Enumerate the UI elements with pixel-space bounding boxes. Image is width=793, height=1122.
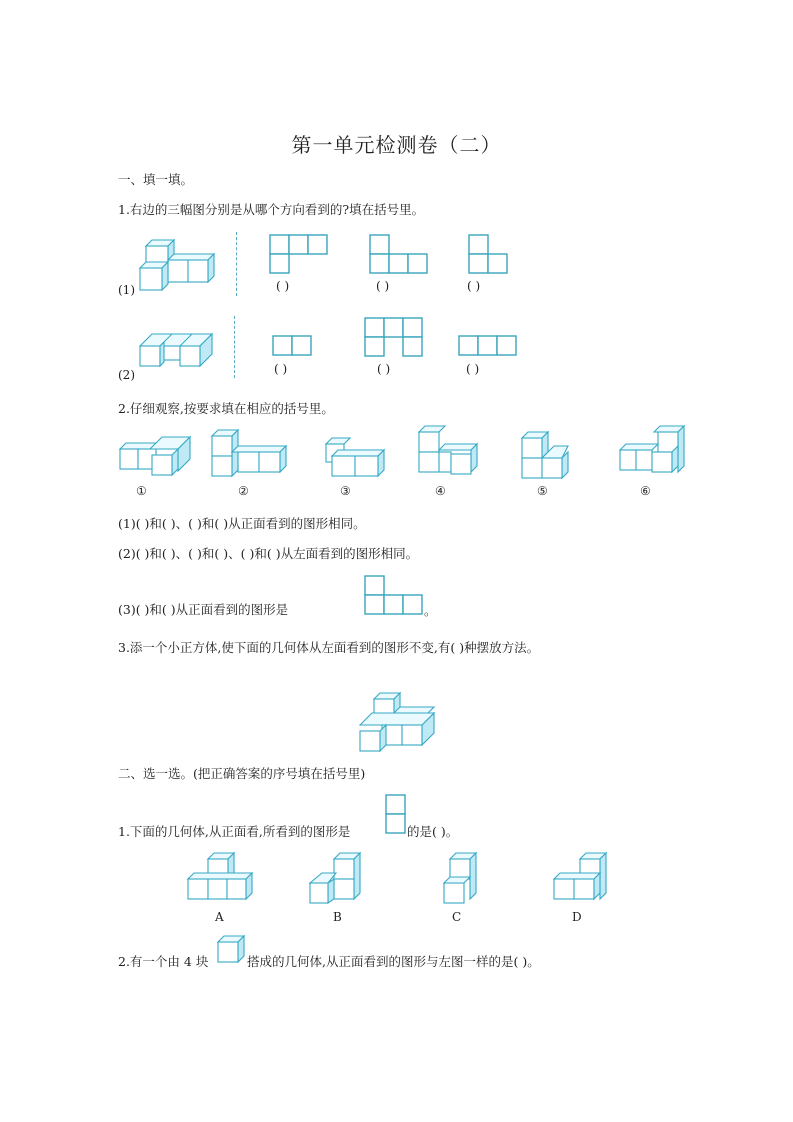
front-view-shape-3: [365, 576, 425, 616]
question-1-1-text: 1.右边的三幅图分别是从哪个方向看到的?填在括号里。: [118, 202, 425, 217]
cube-figure-2: [140, 332, 215, 372]
sub-question-1[interactable]: (1)( )和( )、( )和( )从正面看到的图形相同。: [118, 516, 366, 531]
sub-question-2[interactable]: (2)( )和( )、( )和( )、( )和( )从左面看到的图形相同。: [118, 546, 419, 561]
divider-line-2: [234, 316, 235, 378]
answer-blank-2b[interactable]: ( ): [377, 362, 391, 376]
option-c-figure: [444, 853, 480, 905]
option-a-label[interactable]: A: [215, 910, 224, 924]
option-a-figure: [188, 853, 254, 905]
question-2-2-suffix[interactable]: 搭成的几何体,从正面看到的图形与左图一样的是( )。: [247, 954, 540, 969]
option-d-figure: [554, 853, 608, 905]
part-1-label: (1): [118, 283, 135, 297]
figure-5: [522, 432, 572, 478]
sub-question-3-prefix: (3)( )和( )从正面看到的图形是: [118, 602, 289, 617]
cube-figure-1: [140, 238, 220, 293]
figure-label-4: ④: [435, 484, 446, 498]
view-2a: [273, 336, 313, 358]
figure-label-5: ⑤: [537, 484, 548, 498]
question-2-2-prefix: 2.有一个由 4 块: [118, 954, 209, 969]
view-2c: [459, 336, 519, 358]
divider-line: [236, 232, 237, 296]
answer-blank-1a[interactable]: ( ): [276, 279, 290, 293]
answer-blank-1c[interactable]: ( ): [467, 279, 481, 293]
answer-blank-2c[interactable]: ( ): [466, 362, 480, 376]
view-2b: [365, 318, 425, 358]
figure-label-3: ③: [340, 484, 351, 498]
figure-label-6: ⑥: [640, 484, 651, 498]
sub-question-3-suffix: 。: [424, 603, 437, 618]
front-view-shape-2-1: [386, 795, 408, 837]
option-b-label[interactable]: B: [333, 910, 342, 924]
single-cube-icon: [218, 936, 246, 964]
view-1c: [469, 235, 509, 275]
question-1-3-text[interactable]: 3.添一个小正方体,使下面的几何体从左面看到的图形不变,有( )种摆放方法。: [118, 640, 540, 655]
cube-figure-q3: [360, 693, 435, 753]
section-2-heading: 二、选一选。(把正确答案的序号填在括号里): [118, 766, 366, 781]
option-b-figure: [310, 853, 362, 905]
figure-1: [120, 437, 192, 477]
page-title: 第一单元检测卷（二）: [291, 133, 502, 157]
figure-3: [326, 438, 386, 478]
answer-blank-1b[interactable]: ( ): [376, 279, 390, 293]
option-c-label[interactable]: C: [452, 910, 462, 924]
question-2-1-prefix: 1.下面的几何体,从正面看,所看到的图形是: [118, 824, 351, 839]
figure-label-1: ①: [136, 484, 147, 498]
figure-4: [419, 426, 479, 478]
part-2-label: (2): [118, 368, 135, 382]
question-2-1-text[interactable]: [118, 822, 350, 840]
question-2-1-suffix[interactable]: 的是( )。: [407, 824, 459, 839]
view-1b: [370, 235, 430, 275]
figure-2: [212, 428, 287, 478]
option-d-label[interactable]: D: [572, 910, 582, 924]
figure-6: [620, 426, 686, 478]
view-1a: [270, 235, 330, 275]
question-1-2-text: 2.仔细观察,按要求填在相应的括号里。: [118, 401, 334, 416]
figure-label-2: ②: [238, 484, 249, 498]
sub-question-3[interactable]: [118, 600, 288, 618]
section-1-heading: 一、填一填。: [118, 172, 194, 187]
answer-blank-2a[interactable]: ( ): [274, 362, 288, 376]
